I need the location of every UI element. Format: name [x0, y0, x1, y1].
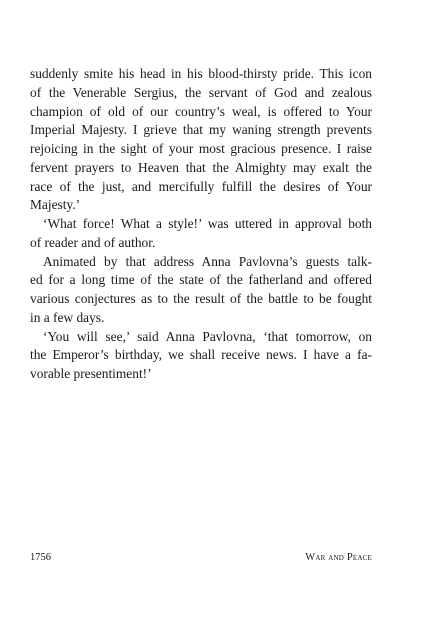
text-line: the Emperor’s birthday, we shall receive news. I have a fa-	[30, 347, 372, 363]
running-title: War and Peace	[305, 552, 372, 563]
text-line: ‘You will see,’ said Anna Pavlovna, ‘that tomorrow, on	[43, 328, 372, 344]
text-line: Majesty.’	[30, 197, 81, 213]
text-line: ‘What force! What a style!’ was uttered in approval both	[43, 216, 372, 231]
text-line: ed for a long time of the state of the fatherland and offered	[30, 272, 372, 288]
text-line: Animated by that address Anna Pavlovna’s guests talk-	[43, 253, 372, 269]
text-line: various conjectures as to the result of the battle to be fought	[30, 291, 372, 306]
text-line: in a few days.	[30, 309, 105, 325]
text-line: suddenly smite his head in his blood-thirsty pride. This icon	[30, 66, 372, 81]
text-line: champion of old of our country’s weal, is offered to Your	[30, 103, 372, 119]
text-line: vorable presentiment!’	[30, 366, 152, 381]
page-footer	[30, 551, 372, 565]
page-number: 1756	[30, 552, 51, 563]
body-text	[30, 65, 372, 384]
text-line: fervent prayers to Heaven that the Almighty may exalt the	[30, 159, 372, 175]
text-line: race of the just, and mercifully fulfill the desires of Your	[30, 178, 372, 194]
text-line: of the Venerable Sergius, the servant of God and zealous	[30, 84, 372, 100]
text-line: Imperial Majesty. I grieve that my waning strength prevents	[30, 122, 372, 138]
text-line: rejoicing in the sight of your most gracious presence. I raise	[30, 141, 372, 156]
text-line: of reader and of author.	[30, 234, 156, 250]
